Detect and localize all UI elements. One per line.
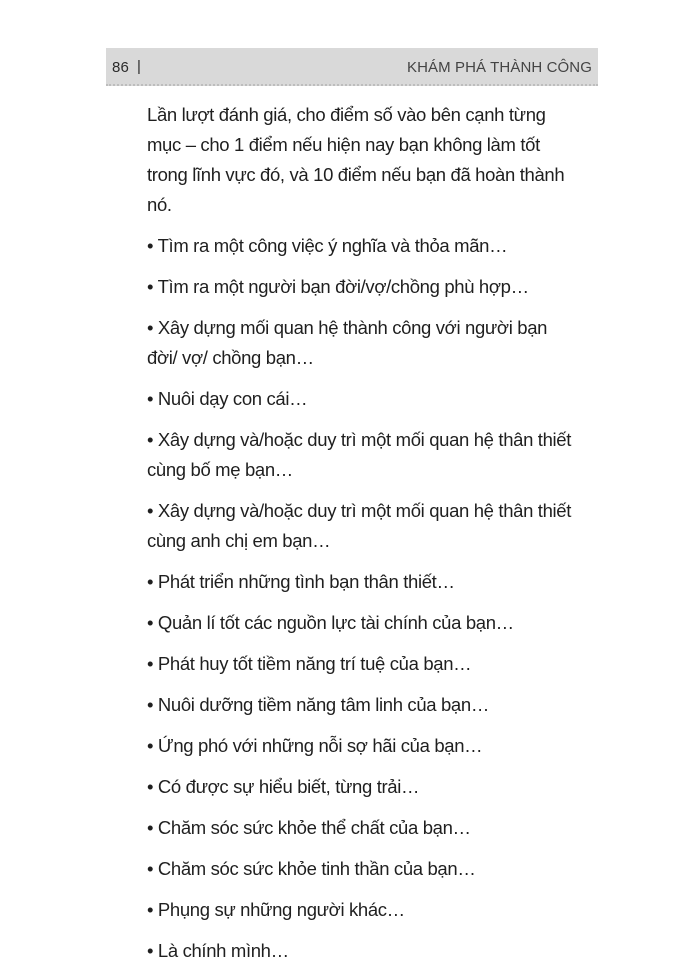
- list-item: • Nuôi dạy con cái…: [147, 388, 308, 409]
- list-item: • Xây dựng và/hoặc duy trì một mối quan hệ thân thiết cùng anh chị em bạn…: [147, 500, 572, 551]
- list-item: • Là chính mình…: [147, 940, 289, 961]
- list-item: • Xây dựng và/hoặc duy trì một mối quan hệ thân thiết cùng bố mẹ bạn…: [147, 429, 572, 480]
- list-item: • Chăm sóc sức khỏe tinh thần của bạn…: [147, 858, 476, 879]
- list-item: • Có được sự hiểu biết, từng trải…: [147, 776, 420, 797]
- list-item: • Chăm sóc sức khỏe thể chất của bạn…: [147, 817, 471, 838]
- list-item: • Nuôi dưỡng tiềm năng tâm linh của bạn…: [147, 694, 489, 715]
- list-item: • Tìm ra một người bạn đời/vợ/chồng phù hợp…: [147, 276, 529, 297]
- list-item: • Phụng sự những người khác…: [147, 899, 405, 920]
- page-number: 86: [112, 59, 130, 76]
- list-item: • Tìm ra một công việc ý nghĩa và thỏa mãn…: [147, 235, 508, 256]
- page-header: [106, 48, 598, 86]
- list-item: • Phát triển những tình bạn thân thiết…: [147, 571, 455, 592]
- list-item: • Ứng phó với những nỗi sợ hãi của bạn…: [147, 735, 483, 756]
- list-item: • Phát huy tốt tiềm năng trí tuệ của bạn…: [147, 653, 472, 674]
- header-separator: |: [137, 58, 141, 75]
- list-item: • Xây dựng mối quan hệ thành công với người bạn đời/ vợ/ chồng bạn…: [147, 317, 548, 368]
- list-item: • Quản lí tốt các nguồn lực tài chính của bạn…: [147, 612, 514, 633]
- running-title: KHÁM PHÁ THÀNH CÔNG: [407, 59, 592, 76]
- intro-paragraph: Lần lượt đánh giá, cho điểm số vào bên cạnh từng mục – cho 1 điểm nếu hiện nay bạn không làm tốt trong lĩnh vực đó, và 10 điểm nếu bạn đã hoàn thành nó.: [147, 104, 565, 215]
- page-body: [147, 100, 572, 977]
